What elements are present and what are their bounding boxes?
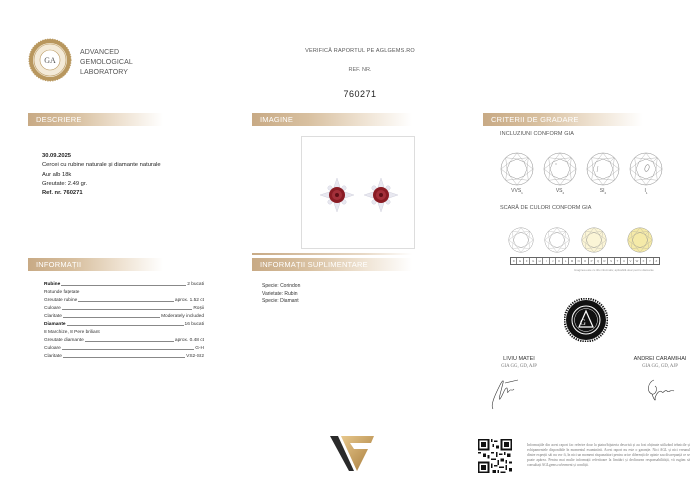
disclaimer-text: Informațiile din acest raport fac referire doar la piatra/bijuteria descrisă și au fost obținute utilizând tehnicile și echipamentele disponibile în momentul examinării. Acest raport nu este o garanție. Nici AGL și nici vreunul dintre experții săi nu vor fi, în nici un moment răspunzători pentru orice diferență de opinie sau discrepanță ce se poate apărea. Pentru mai multe informații referitoare la limitări și declinarea responsabilității, vă rugăm să consultați AGLgems.ro/termeni și condiții.: [527, 443, 690, 467]
signer-credentials: GIA GG, GD, AJP: [642, 364, 678, 369]
clarity-label: $I_1$: [644, 188, 648, 195]
info-key: Claritate: [44, 314, 62, 319]
color-scale-note: Imaginea este cu titlu informativ, aplicabilă doar pentru diamante: [574, 268, 654, 272]
info-key: Claritate: [44, 354, 62, 359]
signer-name: ANDREI CARAMIHAI: [633, 356, 687, 362]
info-key: Greutate rubine: [44, 298, 78, 303]
info-row: [44, 343, 204, 351]
supl-line: Varietate: Rubin: [262, 290, 298, 297]
info-key: Greutate diamante: [44, 338, 84, 343]
color-diamond-icon: [581, 227, 607, 253]
info-row: [44, 303, 204, 311]
info-key: Culoare: [44, 306, 61, 311]
lab-name-line: GEMOLOGICAL: [80, 59, 133, 66]
signature-icon: [644, 376, 680, 404]
info-table: [44, 279, 204, 359]
info-key: Rubine: [44, 282, 61, 287]
item-weight: Greutate: 2.49 gr.: [42, 180, 88, 187]
info-key: 8 Marchize, 8 Pere briliant: [44, 330, 100, 335]
qr-code[interactable]: [478, 439, 512, 473]
section-header-imagine: IMAGINE: [252, 113, 412, 126]
item-metal: Aur alb 18k: [42, 171, 72, 178]
ref-nr-label: REF. NR.: [348, 67, 372, 73]
info-value: aprox. 0.48 ct: [174, 338, 204, 343]
signature-icon: [488, 375, 528, 411]
svg-text:G: G: [580, 318, 586, 327]
image-divider: [252, 253, 412, 255]
section-header-criterii: CRITERII DE GRADARE: [483, 113, 643, 126]
signer-credentials: GIA GG, GD, AJP: [501, 364, 537, 369]
color-scale-bar: D E F G H I J K L M N O P Q R S T U V W X Y Z: [510, 257, 660, 265]
supl-line: Specie: Diamant: [262, 298, 299, 304]
info-value: Roșii: [193, 306, 204, 311]
inclusion-title: INCLUZIUNI CONFORM GIA: [500, 131, 575, 137]
supl-line: Specie: Corindon: [262, 283, 301, 289]
verify-link[interactable]: VERIFICĂ RAPORTUL PE AGLGEMS.RO: [305, 48, 415, 54]
info-row: [44, 319, 204, 327]
report-date: 30.09.2025: [42, 153, 72, 159]
clarity-label: $SI_2$: [599, 188, 607, 195]
section-header-descriere: DESCRIERE: [28, 113, 163, 126]
info-row: [44, 295, 204, 303]
item-description: Cercei cu rubine naturale și diamante naturale: [42, 162, 161, 169]
item-ref: Ref. nr. 760271: [42, 190, 83, 197]
info-value: 2 bucati: [187, 282, 204, 287]
info-row: [44, 279, 204, 287]
clarity-diamond-icon: [586, 152, 620, 186]
info-key: Diamante: [44, 322, 66, 327]
agl-black-seal-icon: [564, 298, 608, 342]
description-block: [42, 152, 161, 198]
info-value: VS2-SI2: [186, 354, 204, 359]
info-key: Culoare: [44, 346, 61, 351]
clarity-diamond-icon: [543, 152, 577, 186]
section-header-suplimentare: INFORMAȚII SUPLIMENTARE: [252, 258, 412, 271]
color-diamond-icon: [627, 227, 653, 253]
info-row: [44, 351, 204, 359]
svg-text:GA: GA: [44, 56, 56, 65]
info-row: [44, 335, 204, 343]
lab-name-line: ADVANCED: [80, 49, 120, 56]
lab-name: [80, 48, 133, 78]
info-value: Moderately included: [161, 314, 204, 319]
color-diamond-icon: [508, 227, 534, 253]
info-row: [44, 311, 204, 319]
info-row: [44, 287, 204, 295]
clarity-diamond-icon: [629, 152, 663, 186]
signer-name: LIVIU MATEI: [503, 356, 535, 362]
supplementary-info: [262, 283, 300, 306]
color-diamond-icon: [544, 227, 570, 253]
info-row: [44, 327, 204, 335]
lab-name-line: LABORATORY: [80, 69, 129, 76]
color-scale-title: SCARĂ DE CULORI CONFORM GIA: [500, 205, 592, 211]
ref-nr-value: 760271: [343, 89, 377, 99]
earrings-image: [302, 137, 416, 250]
clarity-diamond-icon: [500, 152, 534, 186]
info-value: 16 bucati: [184, 322, 204, 327]
agl-seal-logo: [28, 38, 72, 82]
product-image: [301, 136, 415, 249]
clarity-label: $VVS_1$: [511, 188, 523, 195]
info-value: G-H: [195, 346, 204, 351]
info-value: aprox. 1.52 ct: [174, 298, 204, 303]
section-header-informatii: INFORMAȚII: [28, 258, 163, 271]
clarity-label: $VS_2$: [555, 188, 565, 195]
brand-v-logo: [330, 433, 376, 473]
info-key: Rotunde fațetate: [44, 290, 80, 295]
